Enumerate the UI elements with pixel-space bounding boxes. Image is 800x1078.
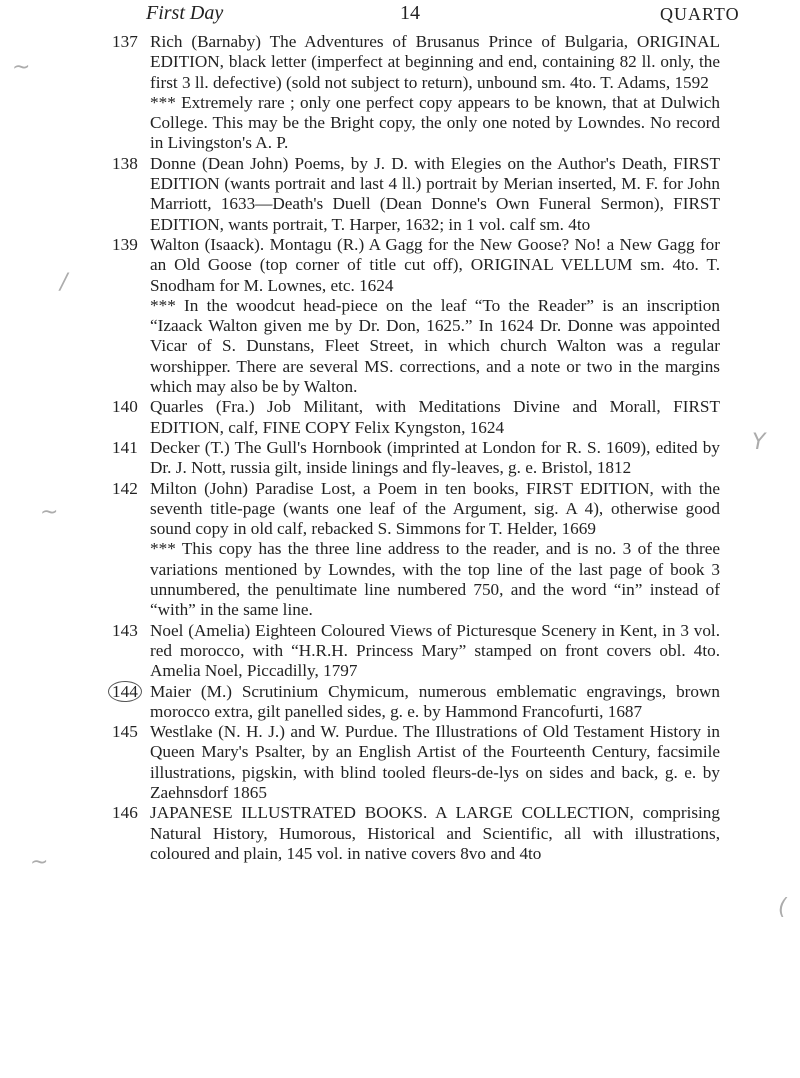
lot-number: 138 — [112, 153, 138, 173]
entry-146 — [112, 803, 720, 864]
page-number: 14 — [400, 2, 420, 24]
lot-number: 141 — [112, 437, 138, 457]
entry-text: Noel (Amelia) Eighteen Coloured Views of Picturesque Scenery in Kent, in 3 vol. red morocco, with “H.R.H. Princess Mary” stamped on front covers obl. 4to. Amelia Noel, Piccadilly, 1797 — [150, 620, 720, 681]
entry-text: JAPANESE ILLUSTRATED BOOKS. A LARGE COLLECTION, comprising Natural History, Humorous, Historical and Scientific, all with illustrations, coloured and plain, 145 vol. in native covers 8vo and 4to — [150, 803, 720, 863]
entry-144 — [112, 682, 720, 723]
handwritten-mark: Y — [752, 430, 766, 455]
entry-text: Donne (Dean John) Poems, by J. D. with Elegies on the Author's Death, FIRST EDITION (wants portrait and last 4 ll.) portrait by Merian inserted, M. F. for John Marriott, 1633—Death's Duell (Dean Donne's Own Funeral Sermon), FIRST EDITION, wants portrait, T. Harper, 1632; in 1 vol. calf sm. 4to — [150, 153, 720, 234]
entry-text: Maier (M.) Scrutinium Chymicum, numerous emblematic engravings, brown morocco extra, gilt panelled sides, g. e. by Hammond Francofurti, 1687 — [150, 681, 720, 721]
entry-note: *** This copy has the three line address to the reader, and is no. 3 of the three variations mentioned by Lowndes, with the top line of the last page of book 3 unnumbered, the penultimate line numbered 750, and the word “in” instead of “with” in the same line. — [150, 539, 720, 620]
catalogue-entries — [112, 32, 720, 864]
header-day: First Day — [146, 2, 224, 24]
entry-140 — [112, 397, 720, 438]
entry-139 — [112, 235, 720, 397]
lot-number: 143 — [112, 620, 138, 640]
lot-number: 139 — [112, 234, 138, 254]
entry-note: *** Extremely rare ; only one perfect copy appears to be known, that at Dulwich College. This may be the Bright copy, the only one noted by Lowndes. No record in Livingston's A. P. — [150, 92, 720, 153]
handwritten-mark: ~ — [12, 55, 31, 80]
header-format: QUARTO — [660, 4, 740, 24]
handwritten-mark: ( — [778, 895, 787, 920]
entry-text: Westlake (N. H. J.) and W. Purdue. The Illustrations of Old Testament History in Queen Mary's Psalter, by an English Artist of the Fourteenth Century, facsimile illustrations, pigskin, with blind tooled fleurs-de-lys on sides and back, g. e. by Zaehnsdorf 1865 — [150, 722, 720, 802]
entry-note: *** In the woodcut head-piece on the leaf “To the Reader” is an inscription “Izaack Walton given me by Dr. Don, 1625.” In 1624 Dr. Donne was appointed Vicar of S. Dunstans, Fleet Street, in which church Walton was a regular worshipper. There are several MS. corrections, and a note or two in the margins which may also be by Walton. — [150, 295, 720, 397]
entry-143 — [112, 621, 720, 682]
lot-number: 145 — [112, 722, 138, 742]
entry-145 — [112, 722, 720, 803]
handwritten-mark: ~ — [40, 500, 59, 525]
lot-number: 140 — [112, 397, 138, 417]
entry-text: Quarles (Fra.) Job Militant, with Meditations Divine and Morall, FIRST EDITION, calf, FINE COPY Felix Kyngston, 1624 — [150, 397, 720, 437]
entry-text: Milton (John) Paradise Lost, a Poem in ten books, FIRST EDITION, with the seventh title-page (wants one leaf of the Argument, sig. A 4), otherwise good sound copy in old calf, rebacked S. Simmons for T. Helder, 1669 — [150, 478, 720, 539]
lot-number: 137 — [112, 32, 138, 51]
entry-142 — [112, 479, 720, 621]
entry-137 — [112, 32, 720, 154]
entry-text: Rich (Barnaby) The Adventures of Brusanus Prince of Bulgaria, ORIGINAL EDITION, black letter (imperfect at beginning and end, containing 82 ll. only, the first 3 ll. defective) (sold not subject to return), unbound sm. 4to. T. Adams, 1592 — [150, 32, 720, 92]
entry-138 — [112, 154, 720, 235]
entry-141 — [112, 438, 720, 479]
lot-number: 142 — [112, 478, 138, 498]
handwritten-mark: / — [60, 270, 68, 295]
entry-text: Decker (T.) The Gull's Hornbook (imprinted at London for R. S. 1609), edited by Dr. J. Nott, russia gilt, inside linings and fly-leaves, g. e. Bristol, 1812 — [150, 437, 720, 478]
page-header — [0, 2, 800, 34]
handwritten-mark: ~ — [30, 850, 49, 875]
lot-number: 146 — [112, 803, 138, 823]
entry-text: Walton (Isaack). Montagu (R.) A Gagg for the New Goose? No! a New Gagg for an Old Goose (top corner of title cut off), ORIGINAL VELLUM sm. 4to. T. Snodham for M. Lownes, etc. 1624 — [150, 234, 720, 295]
lot-number-circled: 144 — [108, 681, 142, 702]
